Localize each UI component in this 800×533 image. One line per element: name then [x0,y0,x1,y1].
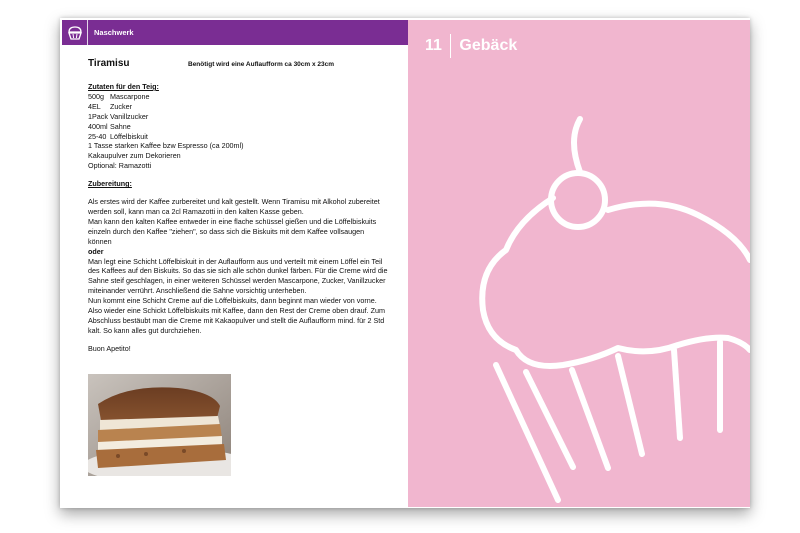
chapter-title: Gebäck [459,37,518,54]
ingredient-item: Mascarpone [110,91,150,101]
ingredient-row [88,102,388,112]
prep-paragraph: Man legt eine Schicht Löffelbiskuit in der Auflaufform aus und verteilt mit einem Löffel ein Teil des Kaffees auf den Biskuits. So das sie sich alle schön dunkel färben. Für die Creme wird die Sahne steif geschlagen, in einer weiteren Schüssel werden Mascarpone, Zucker, Vanillzucker miteinander verrührt. Anschließend die Sahne vorsichtig unterheben. [88,256,388,296]
ingredient-qty: 4EL [88,101,101,111]
oder-label: oder [88,246,104,256]
book-spread [62,20,750,507]
ingredient-row [88,132,388,142]
prep-heading: Zubereitung: [88,179,132,189]
extra-line: Optional: Ramazotti [88,161,152,171]
ingredient-row [88,92,388,102]
ingredients-list [88,92,388,142]
recipe-title: Tiramisu [88,58,130,69]
ingredient-item: Löffelbiskuit [110,131,148,141]
ingredients-heading: Zutaten für den Teig: [88,82,159,91]
ingredient-row [88,122,388,132]
ingredient-qty: 1Pack [88,111,108,121]
header-title: Naschwerk [94,28,134,37]
extra-line: 1 Tasse starken Kaffee bzw Espresso (ca 200ml) [88,141,244,151]
ingredient-item: Zucker [110,101,132,111]
ingredient-qty: 400ml [88,121,108,131]
prep-paragraph: Als erstes wird der Kaffee zurbereitet und kalt gestellt. Wenn Tiramisu mit Alkohol zubereitet werden soll, kann man ca 2cl Ramazotti in den kalten Kasse geben. [88,197,380,216]
header-bar [62,20,408,45]
ingredient-item: Vanillzucker [110,111,149,121]
ingredient-item: Sahne [110,121,131,131]
cupcake-icon [408,20,750,507]
cupcake-logo-icon [62,20,88,45]
prep-paragraph: Man kann den kalten Kaffee entweder in eine flache schüssel gießen und die Löffelbiskuits einzeln durch den Kaffee "ziehen", so dass sich die Biskuits mit dem Kaffee vollsaugen können [88,216,377,246]
closing-text: Buon Apetito! [88,343,131,353]
right-page [408,20,750,507]
ingredient-qty: 500g [88,91,104,101]
ingredient-row [88,112,388,122]
ingredient-qty: 25-40 [88,131,107,141]
recipe-note: Benötigt wird eine Auflaufform ca 30cm x 23cm [188,61,335,68]
prep-paragraph: Nun kommt eine Schicht Creme auf die Löffelbiskuits, dann beginnt man wieder von vorne. Also wieder eine Schickt Löffelbiskuits mit Kaffee, dann den Rest der Creme oben drauf. Zum Abschluss bestäubt man die Creme mit Kakaopulver und stellt die Auflaufform mind. für 2 Std kalt. So kann alles gut durchziehen. [88,296,385,335]
recipe-content [88,82,388,354]
left-page [62,20,408,507]
tiramisu-photo [88,374,231,476]
extra-line: Kakaupulver zum Dekorieren [88,151,181,161]
chapter-number: 11 [425,37,442,54]
